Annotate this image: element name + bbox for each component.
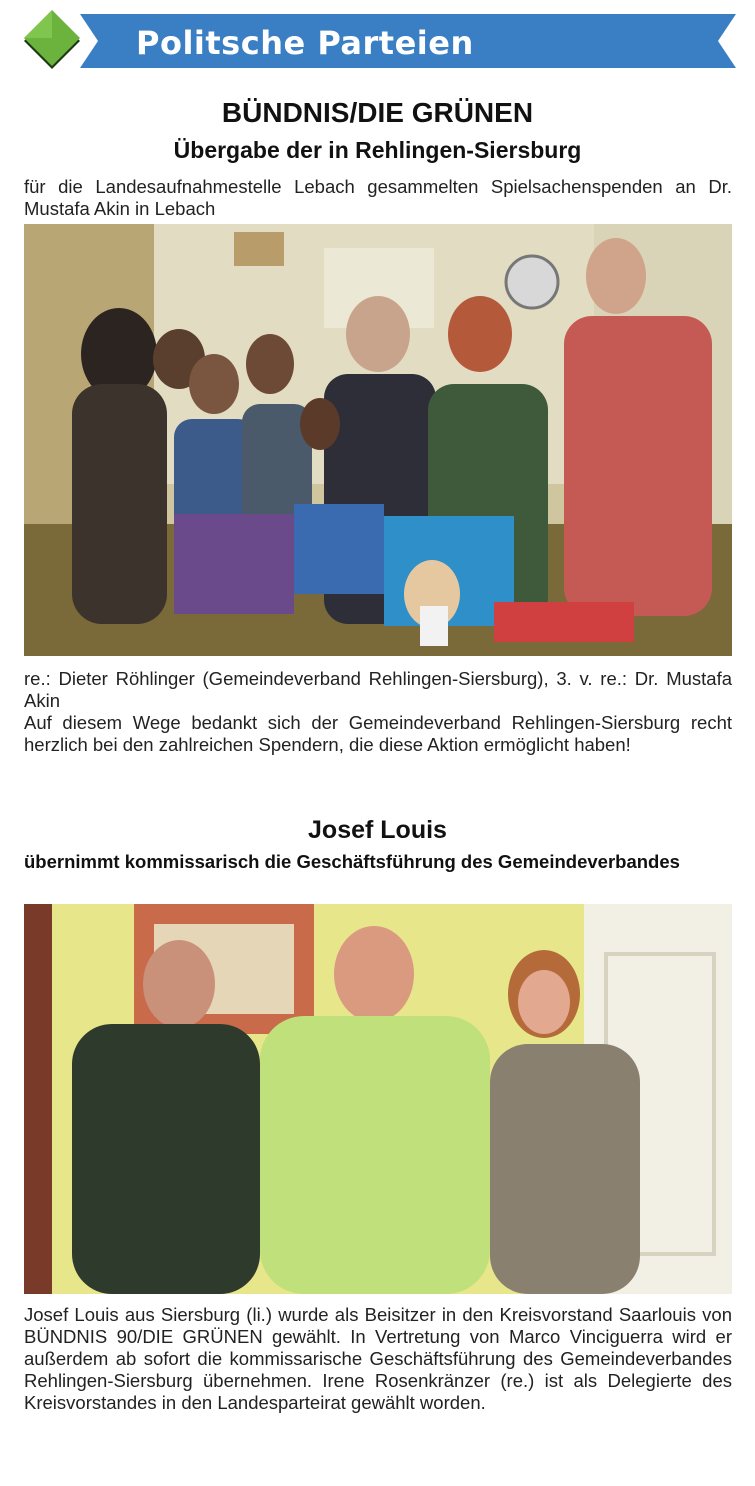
article1-headline: Übergabe der in Rehlingen-Siersburg (173, 137, 582, 163)
article2-name-heading: Josef Louis (308, 816, 447, 844)
section-header (18, 10, 738, 72)
article1-intro: für die Landesaufnahmestelle Lebach gesammelten Spielsachenspenden an Dr. Mustafa Akin in Lebach (24, 176, 732, 219)
party-heading: BÜNDNIS/DIE GRÜNEN (221, 97, 534, 128)
donation-photo-illustration (24, 224, 732, 656)
donation-group-photo (24, 224, 732, 656)
josef-louis-group-photo (24, 904, 732, 1294)
article1-caption (24, 668, 732, 756)
photo1-caption: re.: Dieter Röhlinger (Gemeindeverband Rehlingen-Siersburg), 3. v. re.: Dr. Mustafa Akin (24, 668, 732, 711)
group-photo-illustration (24, 904, 732, 1294)
article1-body: Auf diesem Wege bedankt sich der Gemeindeverband Rehlingen-Siersburg recht herzlich bei den zahlreichen Spendern, die diese Aktion ermöglicht haben! (24, 712, 732, 755)
section-title: Politsche Parteien (136, 24, 474, 62)
article2-body: Josef Louis aus Siersburg (li.) wurde als Beisitzer in den Kreisvorstand Saarlouis von BÜNDNIS 90/DIE GRÜNEN gewählt. In Vertretung von Marco Vinciguerra wird er außerdem ab sofort die kommissarische Geschäftsführung des Gemeindeverbandes Rehlingen-Siersburg übernehmen. Irene Rosenkränzer (re.) ist als Delegierte des Kreisvorstandes in den Landesparteirat gewählt worden. (24, 1304, 732, 1413)
article2-subhead: übernimmt kommissarisch die Geschäftsführung des Gemeindeverbandes (24, 851, 680, 872)
diamond-highlight (24, 10, 52, 38)
